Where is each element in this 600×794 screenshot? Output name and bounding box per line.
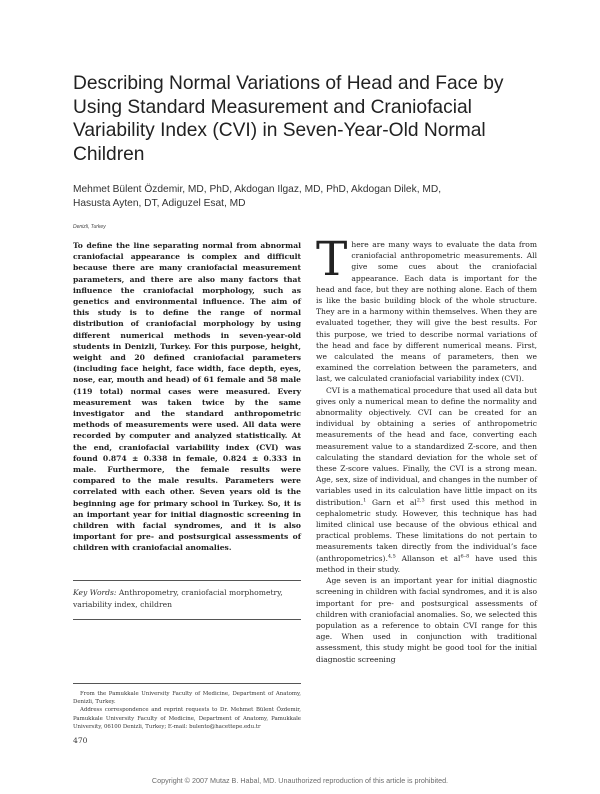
body-paragraph-2: [316, 385, 537, 575]
body-paragraph-2-text-c: first used this method in cephalometric study. However, this technique has had limited clinical use because of the obvious ethical and practical problems. These limitations do not pertain to measurements taken directly from the individual’s face (anthropometrics).: [316, 497, 537, 563]
body-paragraph-2-text-d: Allanson et al: [395, 553, 461, 563]
body-paragraph-1: [316, 232, 537, 385]
footnote: [73, 690, 301, 731]
reference-marker[interactable]: 1: [363, 497, 367, 504]
keywords-bottom-rule: [73, 619, 301, 620]
article-title: Describing Normal Variations of Head and Face by Using Standard Measurement and Craniofacial Variability Index (CVI) in Seven-Year-Old Normal Children: [73, 73, 504, 165]
body-paragraph-2-text-e: have used this method in their study.: [316, 553, 537, 574]
keywords: [73, 587, 297, 610]
body-paragraph-2-text-b: Garn et al: [366, 497, 417, 507]
footnote-correspondence: Address correspondence and reprint requests to Dr. Mehmet Bülent Özdemir, Pamukkale University Faculty of Medicine, Department of Anatomy, Pamukkale University, 06100 Denizli, Turkey; E-mail: bulento@hacettepe.edu.tr: [73, 707, 301, 730]
reference-marker[interactable]: 2,3: [416, 497, 425, 504]
body-text-column: [316, 232, 537, 665]
footnote-affiliation: From the Pamukkale University Faculty of Medicine, Department of Anatomy, Denizli, Turkey.: [73, 691, 301, 706]
affiliation-location: Denizli, Turkey: [73, 224, 106, 230]
footnote-rule: [73, 683, 301, 684]
author-line-2: Hasusta Ayten, DT, Adiguzel Esat, MD: [73, 198, 246, 209]
body-paragraph-1-text: here are many ways to evaluate the data from craniofacial anthropometric measurements. All give some cues about the craniofacial appearance. Each data is important for the head and face, but they are nothing alone. Each of them is like the basic building block of the whole structure. They are in a harmony within themselves. When they are evaluated together, they will give the best results. For this purpose, we tried to describe normal variations of the head and face by different numerical means. First, we calculated the means of parameters, then we examined the correlation between the parameters, and last, we calculated craniofacial variability index (CVI).: [316, 240, 537, 384]
keywords-text: Anthropometry, craniofacial morphometry, variability index, children: [73, 588, 283, 609]
page-number: 470: [73, 736, 88, 745]
author-line-1: Mehmet Bülent Özdemir, MD, PhD, Akdogan Ilgaz, MD, PhD, Akdogan Dilek, MD,: [73, 184, 442, 195]
copyright-notice: Copyright © 2007 Mutaz B. Habal, MD. Unauthorized reproduction of this article is prohibited.: [151, 776, 449, 785]
reference-marker[interactable]: 4,5: [387, 553, 396, 560]
drop-cap: T: [316, 232, 348, 287]
abstract: To define the line separating normal from abnormal craniofacial appearance is complex and difficult because there are many craniofacial measurement parameters, and there are also many factors that influence the craniofacial morphology, such as genetics and environmental influence. The aim of this study is to define the range of normal distribution of craniofacial morphology by using different numerical methods in seven-year-old students in Denizli, Turkey. For this purpose, height, weight and 20 defined craniofacial parameters (including face height, face width, face depth, eyes, nose, ear, mouth and head) of 61 female and 58 male (119 total) normal cases were measured. Every measurement was taken twice by the same investigator and the standard anthropometric methods of measurements were used. All data were recorded by computer and analyzed statistically. At the end, craniofacial variability index (CVI) was found 0.874 ± 0.338 in female, 0.824 ± 0.333 in male. Furthermore, the female results were compared to the male results. Parameters were correlated with each other. Seven years old is the beginning age for primary school in Turkey. So, it is an important year for initial diagnostic screening in children with facial syndromes, and it is also important for pre- and postsurgical assessments of children with craniofacial anomalies.: [73, 241, 301, 553]
keywords-top-rule: [73, 580, 301, 581]
keywords-label: Key Words:: [73, 588, 117, 597]
author-list: [73, 183, 553, 211]
body-paragraph-3: Age seven is an important year for initial diagnostic screening in children with facial syndromes, and it is also important for pre- and postsurgical assessments of children with craniofacial anomalies. So, we selected this population as a reference to obtain CVI range for this age. When used in conjunction with traditional assessment, this study might be good tool for the initial diagnostic screening: [316, 576, 537, 664]
reference-marker[interactable]: 6–8: [460, 553, 470, 560]
body-paragraph-2-text-a: CVI is a mathematical procedure that used all data but gives only a numerical mean to define the normality and abnormality objectively. CVI can be created for an individual by obtaining a series of anthropometric measurements of the head and face, converting each measurement value to a standardized Z-score, and then calculating the standard deviation for the whole set of these Z-score values. Finally, the CVI is a strong mean. Age, sex, size of individual, and changes in the number of variables used in its calculation have little impact on its distribution.: [316, 385, 537, 507]
